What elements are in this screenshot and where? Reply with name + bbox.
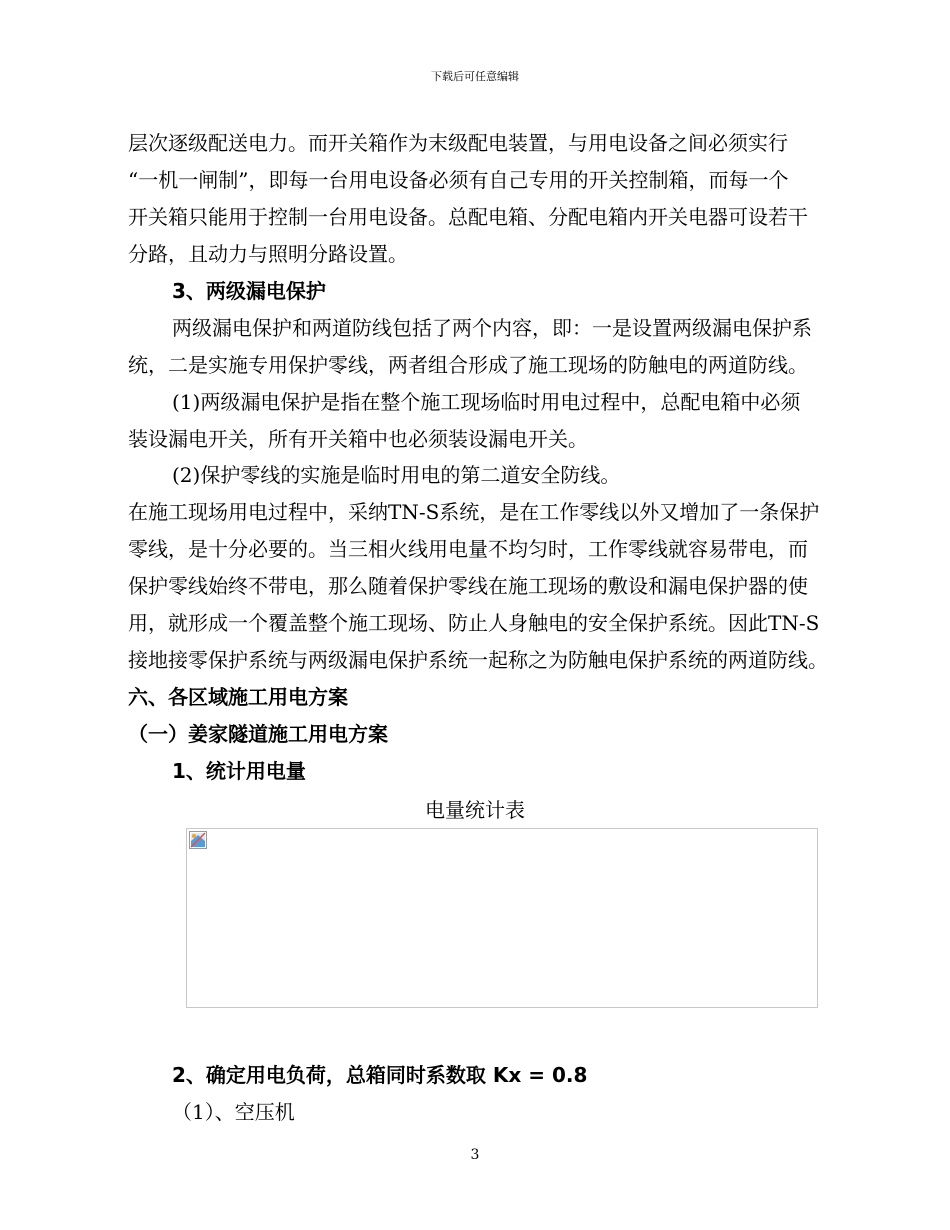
page-number: 3 [470, 1147, 480, 1163]
page-header: 下载后可任意编辑 [431, 70, 519, 83]
item2-para-line-5: 接地接零保护系统与两级漏电保护系统一起称之为防触电保护系统的两道防线。 [128, 648, 828, 672]
section3-para-line-1: 两级漏电保护和两道防线包括了两个内容，即：一是设置两级漏电保护系 [172, 316, 812, 340]
body-line-3: 开关箱只能用于控制一台用电设备。总配电箱、分配电箱内开关电器可设若干 [128, 205, 808, 229]
section3-heading: 3、两级漏电保护 [172, 279, 326, 303]
item1-line-2: 装设漏电开关，所有开关箱中也必须装设漏电开关。 [128, 427, 588, 451]
chapter6-heading: 六、各区域施工用电方案 [128, 685, 348, 709]
body-line-4: 分路，且动力与照明分路设置。 [128, 242, 408, 266]
section3-para-line-2: 统，二是实施专用保护零线，两者组合形成了施工现场的防触电的两道防线。 [128, 353, 808, 377]
step2-heading: 2、确定用电负荷，总箱同时系数取 Kx = 0.8 [172, 1063, 588, 1087]
table-title: 电量统计表 [425, 798, 525, 822]
item2-para-line-1: 在施工现场用电过程中，采纳TN-S系统，是在工作零线以外又增加了一条保护 [128, 500, 820, 524]
table-image-placeholder [186, 828, 818, 1008]
item2-para-line-2: 零线，是十分必要的。当三相火线用电量不均匀时，工作零线就容易带电，而 [128, 537, 808, 561]
item1-line-1: (1)两级漏电保护是指在整个施工现场临时用电过程中，总配电箱中必须 [172, 390, 801, 414]
item2-heading: (2)保护零线的实施是临时用电的第二道安全防线。 [172, 463, 621, 487]
step1-heading: 1、统计用电量 [172, 759, 306, 783]
item2-para-line-3: 保护零线始终不带电，那么随着保护零线在施工现场的敷设和漏电保护器的使 [128, 574, 808, 598]
body-line-1: 层次逐级配送电力。而开关箱作为末级配电装置，与用电设备之间必须实行 [128, 131, 788, 155]
subsection1-heading: （一）姜家隧道施工用电方案 [128, 722, 388, 746]
broken-image-icon [189, 831, 207, 849]
step2-item1: （1）、空压机 [172, 1100, 295, 1124]
body-line-2: “一机一闸制”，即每一台用电设备必须有自己专用的开关控制箱，而每一个 [128, 168, 789, 192]
item2-para-line-4: 用，就形成一个覆盖整个施工现场、防止人身触电的安全保护系统。因此TN-S [128, 611, 820, 635]
